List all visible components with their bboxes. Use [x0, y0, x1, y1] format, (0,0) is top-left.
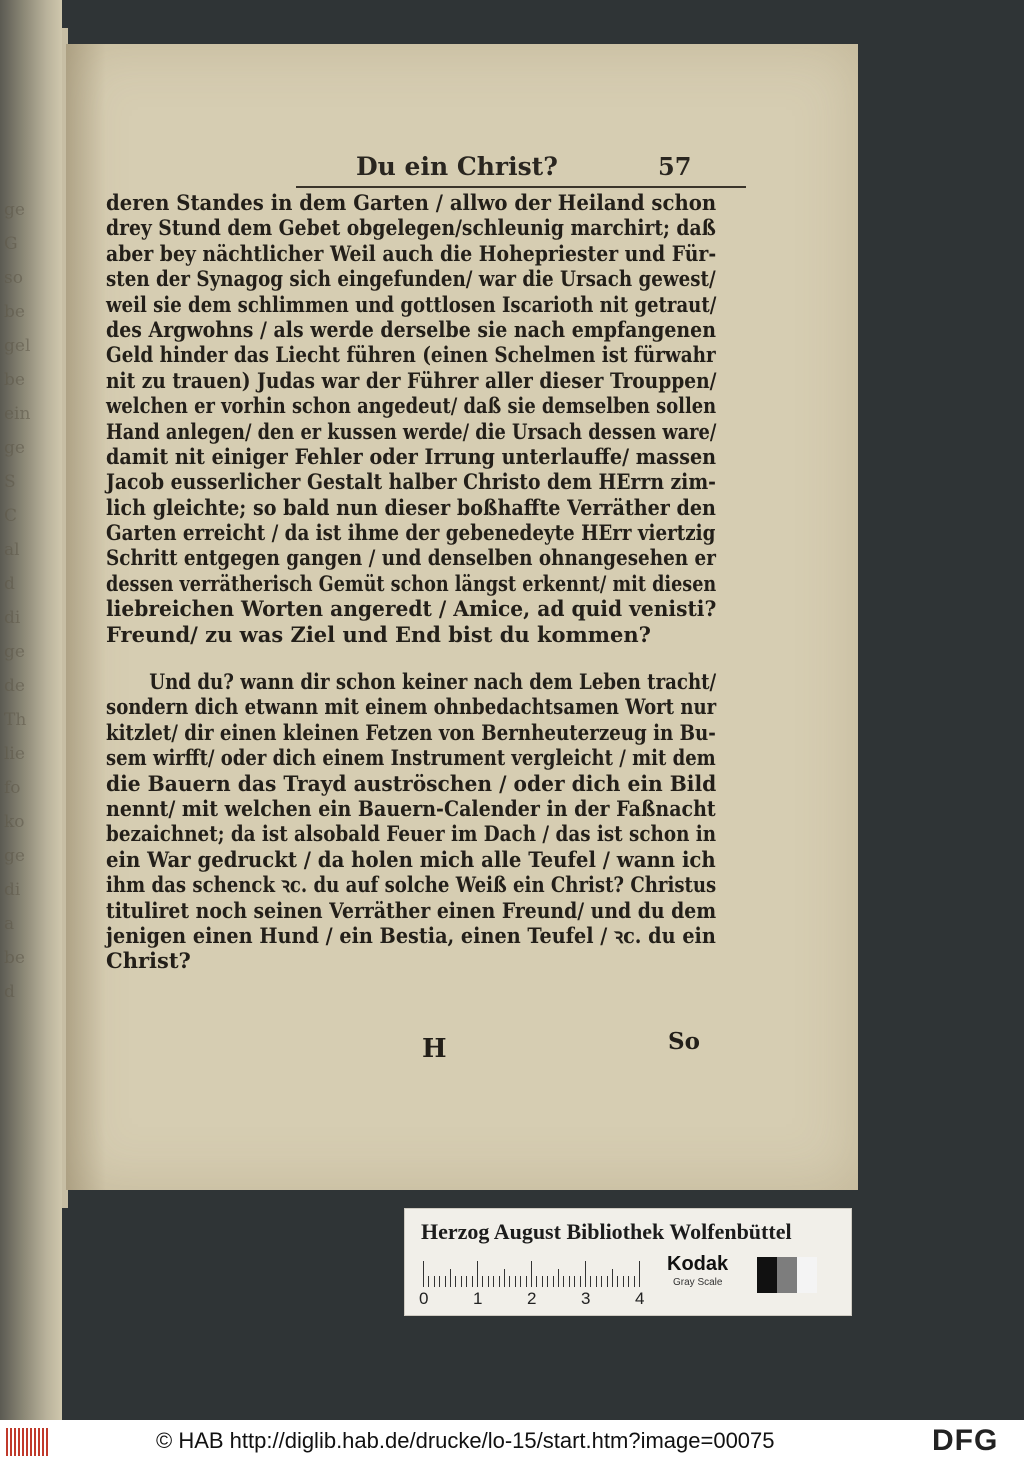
- ruler-tick: [499, 1276, 500, 1287]
- ruler-tick: [574, 1276, 575, 1287]
- left-page-fragment: lie: [4, 744, 25, 764]
- text-line: weil sie dem schlimmen und gottlosen Iscarioth nit getraut/: [106, 291, 717, 317]
- ruler-tick: [450, 1269, 451, 1287]
- ruler-tick: [493, 1276, 494, 1287]
- barcode-icon: [6, 1428, 50, 1456]
- ruler-tick: [563, 1276, 564, 1287]
- ruler-tick: [596, 1276, 597, 1287]
- left-page-fragment: d: [4, 982, 15, 1002]
- catchword: So: [668, 1028, 700, 1055]
- left-page-fragment: ein: [4, 404, 31, 424]
- ruler-tick: [509, 1276, 510, 1287]
- gray-scale-swatches: [757, 1257, 817, 1293]
- left-page-fragment: S: [4, 472, 16, 492]
- ruler-tick: [558, 1269, 559, 1287]
- ruler-number: 4: [635, 1289, 645, 1308]
- ruler-tick: [531, 1261, 532, 1287]
- ruler-tick: [612, 1269, 613, 1287]
- paragraph-break: [106, 647, 716, 669]
- left-page-fragment: C: [4, 506, 18, 526]
- left-page-fragment: ge: [4, 200, 25, 220]
- ruler-tick: [526, 1276, 527, 1287]
- ruler-tick: [428, 1276, 429, 1287]
- left-page-fragment: fo: [4, 778, 21, 798]
- library-label-card: [404, 1208, 852, 1316]
- ruler-number: 1: [473, 1289, 483, 1308]
- ruler-numbers: [419, 1289, 659, 1311]
- ruler-tick: [585, 1261, 586, 1287]
- ruler-tick: [488, 1276, 489, 1287]
- text-line: welchen er vorhin schon angedeut/ daß sie demselben sollen: [106, 393, 717, 419]
- left-page-fragment: ge: [4, 438, 25, 458]
- text-line: jenigen einen Hund / ein Bestia, einen Teufel / ꝛc. du ein: [106, 922, 716, 948]
- ruler-tick: [547, 1276, 548, 1287]
- text-line: Christ?: [106, 948, 191, 974]
- body-text: [106, 190, 716, 974]
- left-page-fragment: so: [4, 268, 23, 288]
- ruler-number: 2: [527, 1289, 537, 1308]
- footer-bar: [0, 1420, 1024, 1463]
- book-page: [66, 44, 858, 1190]
- left-page-fragment: a: [4, 914, 15, 934]
- ruler-number: 0: [419, 1289, 429, 1308]
- ruler-tick: [580, 1276, 581, 1287]
- left-page-fragment: d: [4, 574, 15, 594]
- text-line: Hand anlegen/ den er kussen werde/ die Ursach dessen ware/: [106, 418, 717, 444]
- text-line: Und du? wann dir schon keiner nach dem Leben tracht/: [149, 669, 717, 695]
- ruler-tick: [472, 1276, 473, 1287]
- gray-swatch: [797, 1257, 817, 1293]
- signature-mark: H: [422, 1034, 447, 1064]
- ruler-tick: [601, 1276, 602, 1287]
- text-line: lich gleichte; so bald nun dieser boßhaffte Verräther den: [106, 494, 716, 520]
- text-line: sondern dich etwann mit einem ohnbedachtsamen Wort nur: [106, 694, 717, 720]
- text-line: sten der Synagog sich eingefunden/ war die Ursach gewest/: [106, 266, 716, 292]
- text-line: aber bey nächtlicher Weil auch die Hohepriester und Für-: [106, 240, 717, 266]
- kodak-brand: Kodak: [667, 1253, 729, 1275]
- left-page-fragment: di: [4, 880, 21, 900]
- left-page-fragment: de: [4, 676, 25, 696]
- text-line: drey Stund dem Gebet obgelegen/schleunig marchirt; daß: [106, 215, 716, 241]
- ruler-tick: [569, 1276, 570, 1287]
- ruler-tick: [639, 1261, 640, 1287]
- gray-swatch: [757, 1257, 777, 1293]
- text-line: ihm das schenck ꝛc. du auf solche Weiß ein Christ? Christus: [106, 872, 717, 898]
- text-line: tituliret noch seinen Verräther einen Freund/ und du dem: [106, 897, 717, 923]
- left-page-fragment: be: [4, 370, 25, 390]
- ruler-tick: [520, 1276, 521, 1287]
- text-line: damit nit einiger Fehler oder Irrung unterlauffe/ massen: [106, 443, 717, 469]
- gray-scale-label: Gray Scale: [673, 1277, 723, 1288]
- library-name: Herzog August Bibliothek Wolfenbüttel: [421, 1219, 792, 1244]
- ruler-tick: [617, 1276, 618, 1287]
- head-rule: [296, 186, 746, 188]
- text-line: bezaichnet; da ist alsobald Feuer im Dach / das ist schon in: [106, 821, 717, 847]
- ruler-tick: [628, 1276, 629, 1287]
- text-line: deren Standes in dem Garten / allwo der Heiland schon: [106, 190, 717, 215]
- text-line: ein War gedruckt / da holen mich alle Teufel / wann ich: [106, 846, 716, 872]
- left-page-fragment: gel: [4, 336, 31, 356]
- text-line: die Bauern das Trayd auströschen / oder dich ein Bild: [106, 770, 717, 796]
- ruler-tick: [439, 1276, 440, 1287]
- dfg-logo: DFG: [932, 1424, 999, 1457]
- left-page-edge: [0, 0, 62, 1420]
- ruler-tick: [434, 1276, 435, 1287]
- ruler-tick: [445, 1276, 446, 1287]
- text-line: kitzlet/ dir einen kleinen Fetzen von Bernheuterzeug in Bu-: [106, 719, 716, 745]
- left-page-fragment: be: [4, 948, 25, 968]
- ruler-tick: [455, 1276, 456, 1287]
- copyright-link[interactable]: © HAB http://diglib.hab.de/drucke/lo-15/start.htm?image=00075: [156, 1428, 775, 1453]
- ruler-tick: [423, 1261, 424, 1287]
- ruler-tick: [634, 1276, 635, 1287]
- left-page-fragment: Th: [4, 710, 27, 730]
- text-line: Geld hinder das Liecht führen (einen Schelmen ist fürwahr: [106, 342, 716, 368]
- ruler-number: 3: [581, 1289, 591, 1308]
- left-page-fragment: be: [4, 302, 25, 322]
- ruler-tick: [504, 1269, 505, 1287]
- text-line: Freund/ zu was Ziel und End bist du kommen?: [106, 621, 651, 647]
- running-head: Du ein Christ?: [356, 152, 558, 181]
- ruler-tick: [536, 1276, 537, 1287]
- text-line: des Argwohns / als werde derselbe sie nach empfangenen: [106, 316, 716, 342]
- left-page-fragment: ge: [4, 642, 25, 662]
- ruler-tick: [482, 1276, 483, 1287]
- ruler-tick: [477, 1261, 478, 1287]
- ruler-tick: [542, 1276, 543, 1287]
- ruler-tick: [461, 1276, 462, 1287]
- left-page-fragment: al: [4, 540, 20, 560]
- text-line: nennt/ mit welchen ein Bauern-Calender in der Faßnacht: [106, 795, 716, 821]
- ruler-tick: [623, 1276, 624, 1287]
- page-number: 57: [658, 152, 692, 181]
- text-line: dessen verrätherisch Gemüt schon längst erkennt/ mit diesen: [106, 570, 717, 596]
- text-line: liebreichen Worten angeredt / Amice, ad quid venisti?: [106, 596, 717, 622]
- text-line: Schritt entgegen gangen / und denselben ohnangesehen er: [106, 545, 716, 571]
- scale-ruler: [423, 1259, 645, 1287]
- left-page-fragment: G: [4, 234, 18, 254]
- text-line: sem wirfft/ oder dich einem Instrument vergleicht / mit dem: [106, 745, 716, 771]
- ruler-tick: [553, 1276, 554, 1287]
- gray-swatch: [777, 1257, 797, 1293]
- ruler-tick: [590, 1276, 591, 1287]
- text-line: Garten erreicht / da ist ihme der gebenedeyte HErr viertzig: [106, 520, 716, 546]
- ruler-tick: [515, 1276, 516, 1287]
- left-page-fragment: ko: [4, 812, 25, 832]
- ruler-tick: [466, 1276, 467, 1287]
- text-line: Jacob eusserlicher Gestalt halber Christo dem HErrn zim-: [106, 469, 716, 495]
- ruler-tick: [607, 1276, 608, 1287]
- left-page-fragment: di: [4, 608, 21, 628]
- text-line: nit zu trauen) Judas war der Führer aller dieser Trouppen/: [106, 367, 717, 393]
- left-page-fragment: ge: [4, 846, 25, 866]
